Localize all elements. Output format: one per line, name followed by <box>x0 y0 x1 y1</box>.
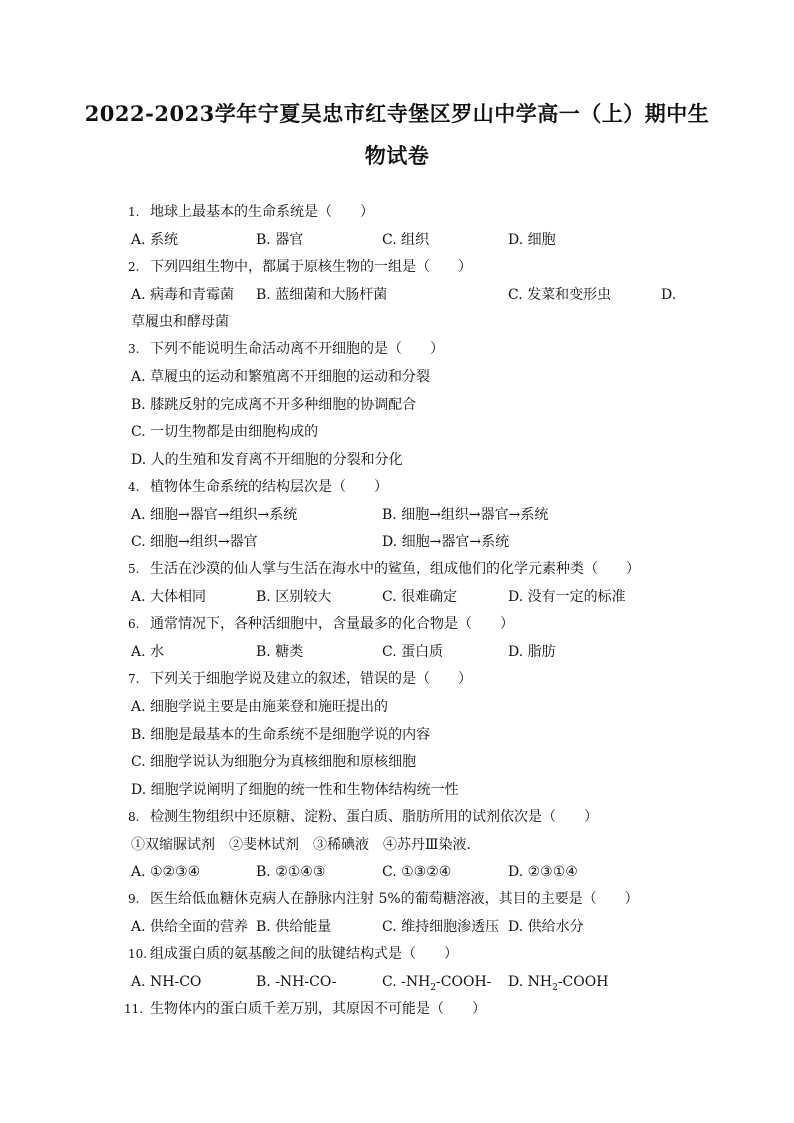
exam-title-line-2: 物试卷 <box>364 143 430 168</box>
option-c: C. 很难确定 <box>382 589 458 605</box>
option-b: B. 膝跳反射的完成离不开多种细胞的协调配合 <box>131 397 417 413</box>
option-d: D. 人的生殖和发育离不开细胞的分裂和分化 <box>131 452 403 468</box>
question-number: 7. <box>128 672 140 686</box>
option-a: A. ①②③④ <box>131 864 201 880</box>
question-number: 9. <box>128 892 140 906</box>
option-d-continuation: 草履虫和酵母菌 <box>131 314 229 330</box>
option-b: B. 供给能量 <box>256 919 332 935</box>
option-b: B. -NH-CO- <box>256 974 337 990</box>
option-b: B. 细胞→组织→器官→系统 <box>382 507 549 523</box>
question-number: 5. <box>128 562 140 576</box>
question-text: 植物体生命系统的结构层次是（ ） <box>150 479 388 495</box>
question-text: 地球上最基本的生命系统是（ ） <box>150 204 374 220</box>
option-a: A. 供给全面的营养 <box>131 919 249 935</box>
question-number: 2. <box>128 260 140 274</box>
option-a: A. 细胞→器官→组织→系统 <box>131 507 298 523</box>
option-c: C. 蛋白质 <box>382 644 444 660</box>
question-number: 8. <box>128 810 140 824</box>
question-text: 检测生物组织中还原糖、淀粉、蛋白质、脂肪所用的试剂依次是（ ） <box>150 809 598 825</box>
option-a: A. 细胞学说主要是由施莱登和施旺提出的 <box>131 699 389 715</box>
option-c: C. 一切生物都是由细胞构成的 <box>131 424 319 440</box>
option-b: B. 器官 <box>256 232 304 248</box>
option-d: D. 细胞→器官→系统 <box>382 534 510 550</box>
question-7 <box>128 670 472 688</box>
question-11 <box>124 1000 486 1018</box>
option-b: B. 糖类 <box>256 644 304 660</box>
question-1 <box>128 203 374 221</box>
question-text: 通常情况下，各种活细胞中，含量最多的化合物是（ ） <box>150 616 514 632</box>
option-a: A. 系统 <box>131 232 179 248</box>
question-number: 3. <box>128 342 140 356</box>
question-6 <box>128 615 514 633</box>
question-10 <box>128 945 458 963</box>
option-d: D. 脂肪 <box>508 644 556 660</box>
option-d: D. 没有一定的标准 <box>508 589 626 605</box>
question-text: 下列关于细胞学说及建立的叙述，错误的是（ ） <box>150 671 472 687</box>
option-a: A. 草履虫的运动和繁殖离不开细胞的运动和分裂 <box>131 369 431 385</box>
option-c: C. 细胞→组织→器官 <box>131 534 258 550</box>
option-c: C. 组织 <box>382 232 430 248</box>
question-number: 6. <box>128 617 140 631</box>
option-b: B. 区别较大 <box>256 589 332 605</box>
option-b: B. 蓝细菌和大肠杆菌 <box>256 287 388 303</box>
question-3 <box>128 340 444 358</box>
option-d: D. ②③①④ <box>508 864 578 880</box>
option-c: C. 维持细胞渗透压 <box>382 919 500 935</box>
question-text: 组成蛋白质的氨基酸之间的肽键结构式是（ ） <box>150 946 458 962</box>
question-4 <box>128 478 388 496</box>
question-text: 生活在沙漠的仙人掌与生活在海水中的鲨鱼，组成他们的化学元素种类（ ） <box>150 561 640 577</box>
option-b: B. ②①④③ <box>256 864 326 880</box>
question-8 <box>128 808 598 826</box>
question-2 <box>128 258 472 276</box>
option-c: C. 细胞学说认为细胞分为真核细胞和原核细胞 <box>131 754 417 770</box>
option-a: A. 大体相同 <box>131 589 207 605</box>
option-d: D. <box>661 287 677 303</box>
option-c: C. 发菜和变形虫 <box>508 287 612 303</box>
reagent-list: ①双缩脲试剂 ②斐林试剂 ③稀碘液 ④苏丹Ⅲ染液． <box>131 837 481 853</box>
option-a: A. 水 <box>131 644 165 660</box>
question-number: 10. <box>128 947 148 961</box>
option-b: B. 细胞是最基本的生命系统不是细胞学说的内容 <box>131 727 431 743</box>
exam-title-line-1: 2022-2023学年宁夏吴忠市红寺堡区罗山中学高一（上）期中生 <box>84 101 710 126</box>
option-c: C. $-NH_2-COOH-$ <box>382 974 492 993</box>
option-d: D. 细胞 <box>508 232 556 248</box>
question-5 <box>128 560 640 578</box>
question-number: 1. <box>128 205 140 219</box>
question-text: 下列不能说明生命活动离不开细胞的是（ ） <box>150 341 444 357</box>
option-c: C. ①③②④ <box>382 864 452 880</box>
option-d: D. 细胞学说阐明了细胞的统一性和生物体结构统一性 <box>131 782 459 798</box>
question-text: 下列四组生物中，都属于原核生物的一组是（ ） <box>150 259 472 275</box>
question-text: 医生给低血糖休克病人在静脉内注射 5%的葡萄糖溶液，其目的主要是（ ） <box>150 891 639 907</box>
question-text: 生物体内的蛋白质千差万别，其原因不可能是（ ） <box>150 1001 486 1017</box>
option-d: D. $NH_2$-COOH <box>508 974 609 993</box>
option-d: D. 供给水分 <box>508 919 584 935</box>
question-number: 11. <box>124 1002 144 1016</box>
question-9 <box>128 890 639 908</box>
question-number: 4. <box>128 480 140 494</box>
option-a: A. 病毒和青霉菌 <box>131 287 235 303</box>
option-a: A. NH-CO <box>131 974 202 990</box>
